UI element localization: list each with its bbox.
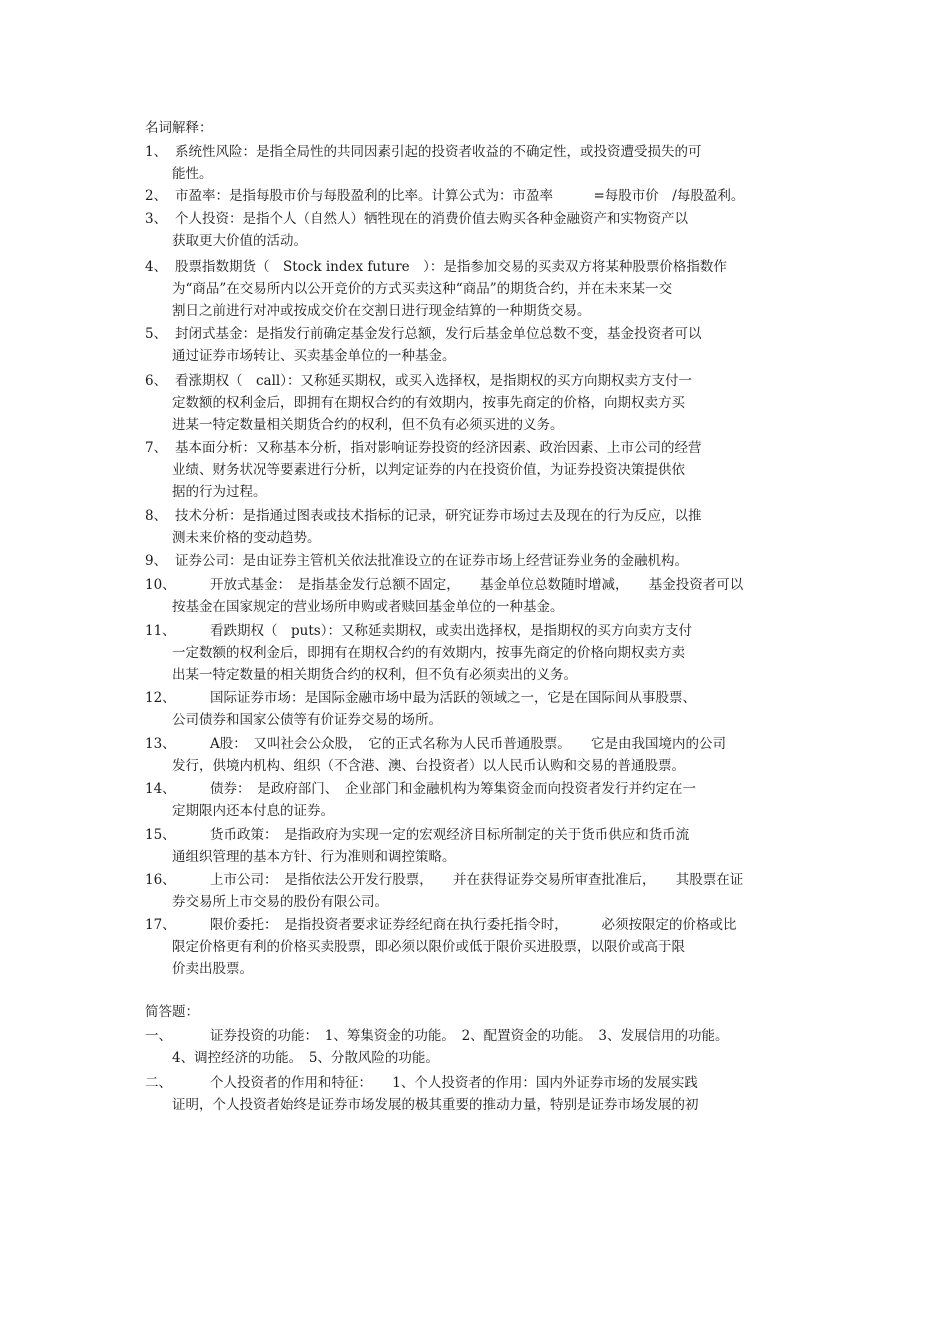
- item-first-line: [145, 824, 825, 846]
- item-text: 公司债券和国家公债等有价证券交易的场所。: [172, 712, 442, 728]
- item-text: 能性。: [172, 166, 213, 182]
- item-continuation-line: [145, 345, 825, 367]
- item-first-line: [145, 141, 825, 163]
- item-text: 技术分析：是指通过图表或技术指标的记录，研究证券市场过去及现在的行为反应，以推: [175, 508, 702, 524]
- item-text: 限价委托： 是指投资者要求证券经纪商在执行委托指令时， 必须按限定的价格或比: [210, 917, 737, 933]
- glossary-item: [145, 733, 825, 777]
- item-number: 7、: [145, 440, 168, 456]
- short-answer-item: [145, 1025, 825, 1069]
- glossary-item: [145, 256, 825, 322]
- item-first-line: [145, 256, 825, 278]
- item-continuation-line: [145, 800, 825, 822]
- item-text: 出某一特定数量的相关期货合约的权利，但不负有必须卖出的义务。: [172, 667, 577, 683]
- item-number: 11、: [145, 623, 176, 639]
- item-first-line: [145, 733, 825, 755]
- item-number: 6、: [145, 373, 168, 389]
- item-text: 限定价格更有利的价格买卖股票，即必须以限价或低于限价买进股票，以限价或高于限: [172, 939, 685, 955]
- item-first-line: [145, 778, 825, 800]
- item-first-line: [145, 550, 825, 572]
- item-text: 货币政策： 是指政府为实现一定的宏观经济目标所制定的关于货币供应和货币流: [210, 827, 690, 843]
- glossary-item: [145, 208, 825, 252]
- item-first-line: [145, 687, 825, 709]
- item-text: 4、调控经济的功能。 5、分散风险的功能。: [172, 1050, 439, 1066]
- item-continuation-line: [145, 664, 825, 686]
- item-first-line: [145, 1072, 825, 1094]
- item-continuation-line: [145, 709, 825, 731]
- item-continuation-line: [145, 459, 825, 481]
- item-first-line: [145, 620, 825, 642]
- item-continuation-line: [145, 936, 825, 958]
- item-first-line: [145, 869, 825, 891]
- item-continuation-line: [145, 642, 825, 664]
- glossary-item: [145, 505, 825, 549]
- item-text: 市盈率：是指每股市价与每股盈利的比率。计算公式为：市盈率 =每股市价 /每股盈利。: [175, 188, 745, 204]
- item-number: 15、: [145, 827, 176, 843]
- glossary-item: [145, 370, 825, 436]
- item-text: 债券： 是政府部门、 企业部门和金融机构为筹集资金而向投资者发行并约定在一: [210, 781, 696, 797]
- item-text: 基本面分析：又称基本分析，指对影响证券投资的经济因素、政治因素、上市公司的经营: [175, 440, 702, 456]
- item-number: 二、: [145, 1075, 172, 1091]
- item-continuation-line: [145, 414, 825, 436]
- item-text: 测未来价格的变动趋势。: [172, 530, 321, 546]
- glossary-item: [145, 914, 825, 980]
- item-continuation-line: [145, 1047, 825, 1069]
- item-continuation-line: [145, 300, 825, 322]
- item-continuation-line: [145, 481, 825, 503]
- item-text: 为“商品”在交易所内以公开竞价的方式买卖这种“商品”的期货合约，并在未来某一交: [172, 281, 673, 297]
- item-number: 一、: [145, 1028, 172, 1044]
- item-number: 2、: [145, 188, 168, 204]
- item-text: 一定数额的权利金后，即拥有在期权合约的有效期内，按事先商定的价格向期权卖方卖: [172, 645, 685, 661]
- item-text: 定数额的权利金后，即拥有在期权合约的有效期内，按事先商定的价格，向期权卖方买: [172, 395, 685, 411]
- item-text: 个人投资者的作用和特征： 1、个人投资者的作用：国内外证券市场的发展实践: [210, 1075, 698, 1091]
- item-first-line: [145, 323, 825, 345]
- item-number: 5、: [145, 326, 168, 342]
- item-text: 证券公司：是由证券主管机关依法批准设立的在证券市场上经营证券业务的金融机构。: [175, 553, 688, 569]
- item-number: 17、: [145, 917, 176, 933]
- item-text: 上市公司： 是指依法公开发行股票， 并在获得证券交易所审查批准后， 其股票在证: [210, 872, 744, 888]
- item-text: 价卖出股票。: [172, 961, 253, 977]
- item-text: 看跌期权（ puts）：又称延卖期权，或卖出选择权，是指期权的买方向卖方支付: [210, 623, 692, 639]
- item-number: 12、: [145, 690, 176, 706]
- item-text: 个人投资：是指个人（自然人）牺牲现在的消费价值去购买各种金融资产和实物资产以: [175, 211, 688, 227]
- item-number: 3、: [145, 211, 168, 227]
- item-continuation-line: [145, 163, 825, 185]
- glossary-item: [145, 620, 825, 686]
- item-text: 看涨期权（ call）：又称延买期权，或买入选择权，是指期权的买方向期权卖方支付一: [175, 373, 692, 389]
- item-continuation-line: [145, 278, 825, 300]
- item-text: 开放式基金： 是指基金发行总额不固定， 基金单位总数随时增减， 基金投资者可以: [210, 577, 744, 593]
- item-number: 14、: [145, 781, 176, 797]
- item-text: 股票指数期货（ Stock index future ）：是指参加交易的买卖双方将某种股票价格指数作: [175, 259, 727, 275]
- item-continuation-line: [145, 755, 825, 777]
- item-continuation-line: [145, 392, 825, 414]
- glossary-item: [145, 185, 825, 207]
- short-answer-title: 简答题：: [145, 1004, 199, 1020]
- item-text: 据的行为过程。: [172, 484, 267, 500]
- item-first-line: [145, 574, 825, 596]
- item-first-line: [145, 914, 825, 936]
- item-text: 割日之前进行对冲或按成交价在交割日进行现金结算的一种期货交易。: [172, 303, 591, 319]
- glossary-item: [145, 550, 825, 572]
- item-first-line: [145, 1025, 825, 1047]
- item-text: 获取更大价值的活动。: [172, 233, 307, 249]
- item-number: 16、: [145, 872, 176, 888]
- item-text: 业绩、财务状况等要素进行分析，以判定证券的内在投资价值，为证券投资决策提供依: [172, 462, 685, 478]
- item-continuation-line: [145, 891, 825, 913]
- item-continuation-line: [145, 846, 825, 868]
- item-continuation-line: [145, 527, 825, 549]
- item-text: A股： 又叫社会公众股， 它的正式名称为人民币普通股票。 它是由我国境内的公司: [210, 736, 726, 752]
- glossary-item: [145, 574, 825, 618]
- item-text: 按基金在国家规定的营业场所申购或者赎回基金单位的一种基金。: [172, 599, 564, 615]
- item-text: 通组织管理的基本方针、行为准则和调控策略。: [172, 849, 456, 865]
- item-continuation-line: [145, 596, 825, 618]
- item-text: 证券投资的功能： 1、筹集资金的功能。 2、配置资金的功能。 3、发展信用的功能。: [210, 1028, 729, 1044]
- glossary-item: [145, 141, 825, 185]
- item-text: 通过证券市场转让、买卖基金单位的一种基金。: [172, 348, 456, 364]
- item-first-line: [145, 185, 825, 207]
- item-first-line: [145, 437, 825, 459]
- item-continuation-line: [145, 230, 825, 252]
- item-first-line: [145, 370, 825, 392]
- item-text: 发行，供境内机构、组织（不含港、澳、台投资者）以人民币认购和交易的普通股票。: [172, 758, 685, 774]
- glossary-item: [145, 687, 825, 731]
- glossary-item: [145, 869, 825, 913]
- item-number: 1、: [145, 144, 168, 160]
- item-text: 系统性风险：是指全局性的共同因素引起的投资者收益的不确定性，或投资遭受损失的可: [175, 144, 702, 160]
- item-text: 进某一特定数量相关期货合约的权利，但不负有必须买进的义务。: [172, 417, 564, 433]
- item-text: 国际证券市场：是国际金融市场中最为活跃的领域之一，它是在国际间从事股票、: [210, 690, 696, 706]
- glossary-item: [145, 778, 825, 822]
- item-number: 13、: [145, 736, 176, 752]
- item-text: 封闭式基金：是指发行前确定基金发行总额，发行后基金单位总数不变，基金投资者可以: [175, 326, 702, 342]
- item-continuation-line: [145, 958, 825, 980]
- item-number: 10、: [145, 577, 176, 593]
- item-first-line: [145, 208, 825, 230]
- glossary-item: [145, 824, 825, 868]
- item-text: 证明，个人投资者始终是证券市场发展的极其重要的推动力量，特别是证券市场发展的初: [172, 1097, 699, 1113]
- glossary-title: 名词解释：: [145, 120, 213, 136]
- glossary-item: [145, 323, 825, 367]
- item-number: 4、: [145, 259, 168, 275]
- item-text: 券交易所上市交易的股份有限公司。: [172, 894, 388, 910]
- item-number: 9、: [145, 553, 168, 569]
- glossary-item: [145, 437, 825, 503]
- item-text: 定期限内还本付息的证券。: [172, 803, 334, 819]
- short-answer-item: [145, 1072, 825, 1116]
- item-first-line: [145, 505, 825, 527]
- item-continuation-line: [145, 1094, 825, 1116]
- item-number: 8、: [145, 508, 168, 524]
